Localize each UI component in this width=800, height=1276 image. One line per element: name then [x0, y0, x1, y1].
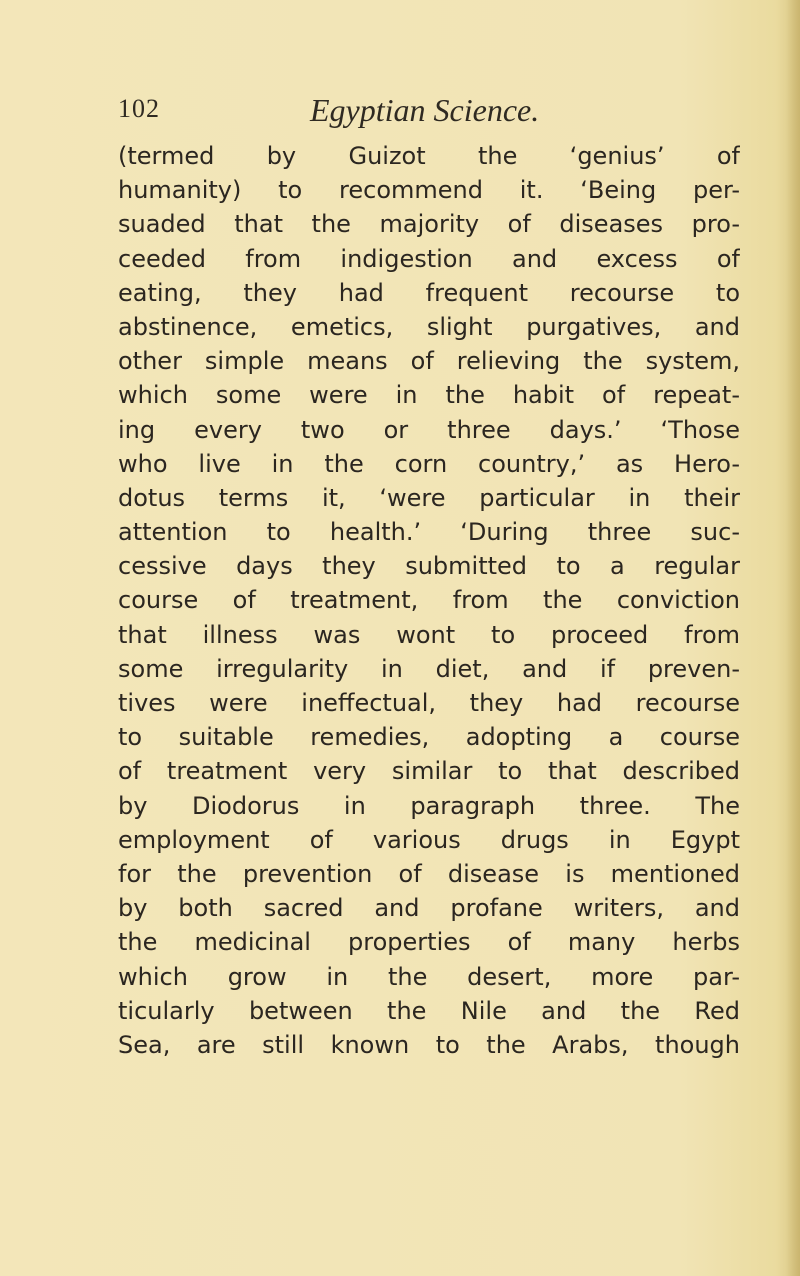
text-line: cessive days they submitted to a regular [118, 552, 740, 581]
text-line: of treatment very similar to that described [118, 757, 740, 786]
text-line: which grow in the desert, more par- [118, 962, 740, 991]
text-line: abstinence, emetics, slight purgatives, and [118, 312, 740, 341]
text-line: ceeded from indigestion and excess of [118, 244, 740, 273]
text-line: to suitable remedies, adopting a course [118, 723, 740, 752]
body-paragraph [118, 139, 740, 1062]
text-line: humanity) to recommend it. ‘Being per- [118, 176, 740, 205]
text-line: suaded that the majority of diseases pro- [118, 210, 740, 239]
text-line: other simple means of relieving the system, [118, 347, 740, 376]
text-line: attention to health.’ ‘During three suc- [118, 518, 740, 547]
text-line: some irregularity in diet, and if preven- [118, 654, 740, 683]
running-title: Egyptian Science. [310, 92, 540, 128]
text-line: by both sacred and profane writers, and [118, 894, 740, 923]
text-line: dotus terms it, ‘were particular in their [118, 483, 740, 512]
text-line: who live in the corn country,’ as Hero- [118, 449, 740, 478]
text-line: ticularly between the Nile and the Red [118, 996, 740, 1025]
text-line: for the prevention of disease is mentioned [118, 859, 740, 888]
text-line: that illness was wont to proceed from [118, 620, 740, 649]
page-header [118, 94, 718, 140]
text-line: which some were in the habit of repeat- [118, 381, 740, 410]
text-line: the medicinal properties of many herbs [118, 928, 740, 957]
text-line: employment of various drugs in Egypt [118, 825, 740, 854]
page-edge-shadow [786, 0, 800, 1276]
text-line: course of treatment, from the conviction [118, 586, 740, 615]
page-number: 102 [118, 94, 160, 123]
text-line: eating, they had frequent recourse to [118, 278, 740, 307]
text-line: tives were ineffectual, they had recourse [118, 689, 740, 717]
text-line: Sea, are still known to the Arabs, though [118, 1030, 740, 1059]
text-line: (termed by Guizot the ‘genius’ of [118, 142, 740, 170]
text-line: ing every two or three days.’ ‘Those [118, 415, 740, 444]
text-line: by Diodorus in paragraph three. The [118, 791, 740, 820]
